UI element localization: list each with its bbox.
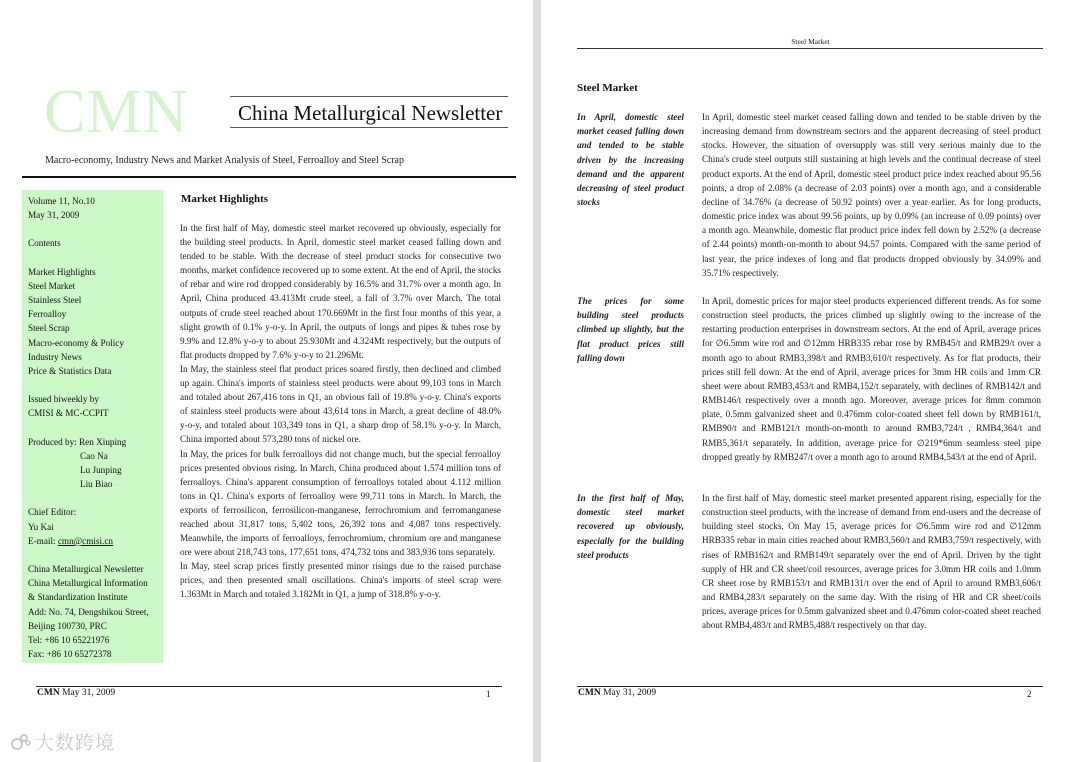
market-highlights-body xyxy=(180,221,501,602)
newsletter-title: China Metallurgical Newsletter xyxy=(238,101,503,125)
email-line xyxy=(28,534,163,548)
title-rule-top xyxy=(230,96,508,97)
footer-left xyxy=(37,688,115,698)
section-body: In April, domestic steel market ceased falling down and tended to be stable driven by the increasing demand from downstream sectors and the apparent decreasing of steel product stocks. However, the situation of oversupply was still very serious mainly due to the China's crude steel outputs still sustaining at high levels and the continual decrease of steel product exports. At the end of April, domestic steel product price index reached about 95.56 points, a drop of 2.08% (a decrease of 2.03 points) over a month ago, and a considerable decline of 34.76% (a decrease of 50.92 points) over a year earlier. As for long products, domestic price index was about 99.56 points, up by 0.09% (an increase of 0.09 points) over a month ago. Meanwhile, domestic flat product price index fell down by 2.52% (a decrease of 2.44 points) month-on-month to about 94.57 points. Compared with the same period of last year, the price indexes of long and flat products dropped obviously by 34.09% and 35.71% respectively. xyxy=(702,112,1041,278)
cmn-logo: CMN xyxy=(44,78,189,146)
sidebar-panel xyxy=(22,190,163,663)
address-line: Add: No. 74, Dengshikou Street, xyxy=(28,606,149,617)
issue-date: May 31, 2009 xyxy=(28,210,80,221)
watermark-logo-icon xyxy=(10,732,32,752)
page-2 xyxy=(541,0,1080,762)
running-head: Steel Market xyxy=(791,37,830,46)
page-1 xyxy=(0,0,533,762)
contents-label: Contents xyxy=(28,238,61,249)
produced-by: Produced by: Ren Xiuping xyxy=(28,436,127,447)
page-number: 2 xyxy=(1027,689,1032,699)
footer-left xyxy=(578,688,656,698)
toc-steel-scrap[interactable]: Steel Scrap xyxy=(28,323,70,334)
address-line: Beijing 100730, PRC xyxy=(28,620,107,631)
address-line: China Metallurgical Information xyxy=(28,578,148,589)
header-divider xyxy=(22,176,516,178)
paragraph: In May, steel scrap prices firstly presented minor risings due to the raised purchase prices, and then presented small oscillations. China's imports of steel scrap were 1.363Mt in March and totaled 3.182Mt in Q1, a jump of 318.8% y-o-y. xyxy=(180,561,501,600)
toc-steel-market[interactable]: Steel Market xyxy=(28,280,76,291)
phone-line: Tel: +86 10 65221976 xyxy=(28,635,110,646)
title-rule-bottom xyxy=(230,127,508,128)
section-body: In April, domestic prices for major steel products experienced different trends. As for some construction steel products, the prices climbed up slightly owing to the increase of the restarting production enterprises in downstream sectors. At the end of April, average prices for ∅6.5mm wire rod and ∅12mm HRB335 rebar rose by RMB45/t and RMB29/t over a month ago to about RMB3,398/t and RMB3,610/t respectively. As for flat products, their prices still fell down. At the end of April, average prices for 3mm HR coils and 1mm CR sheet were about RMB3,453/t and RMB4,152/t separately, with declines of RMB142/t and RMB146/t respectively over a month ago. Moreover, average prices for 8mm common plate, 0.5mm galvanized sheet and 0.476mm color-coated sheet fell down by RMB161/t, RMB90/t and RMB121/t month-on-month to around RMB3,724/t , RMB4,364/t and RMB5,361/t separately. In addition, average price for ∅219*6mm seamless steel pipe dropped greatly by RMB247/t over a month ago to around RMB4,543/t at the end of April. xyxy=(702,296,1041,462)
watermark xyxy=(10,728,115,755)
fax-line: Fax: +86 10 65272378 xyxy=(28,649,112,660)
paragraph: In the first half of May, domestic steel market recovered up obviously, especially for the building steel products. In April, domestic steel market ceased falling down and tended to be stable. With the decrease of steel product stocks for consecutive two months, market confidence recovered up to some extent. At the end of April, the stocks of rebar and wire rod dropped considerably by 16.5% and 31.7% over a month ago. In April, China produced 43.413Mt crude steel, a fall of 3.7% over March. The total outputs of crude steel reached about 170.669Mt in the first four months of this year, a slight growth of 0.1% y-o-y. In April, the outputs of longs and pipes & tubes rose by 9.9% and 12.8% y-o-y to about 25.930Mt and 4.324Mt respectively, but the outputs of flat products dropped by 7.6% y-o-y to 21.296Mt. xyxy=(180,223,501,360)
issued-line-2: CMISI & MC-CCPIT xyxy=(28,408,109,419)
email-label: E-mail: xyxy=(28,535,58,546)
side-note: The prices for some building steel products climbed up slightly, but the flat product prices still falling down xyxy=(577,296,684,363)
toc-ferroalloy[interactable]: Ferroalloy xyxy=(28,309,67,320)
footer-rule xyxy=(36,686,502,687)
footer-date: May 31, 2009 xyxy=(59,688,116,698)
toc-stainless-steel[interactable]: Stainless Steel xyxy=(28,295,82,306)
newsletter-subtitle: Macro-economy, Industry News and Market Analysis of Steel, Ferroalloy and Steel Scrap xyxy=(45,155,404,166)
chief-editor-label: Chief Editor: xyxy=(28,507,77,518)
footer-rule xyxy=(577,686,1043,687)
toc-macro-economy[interactable]: Macro-economy & Policy xyxy=(28,337,124,348)
running-head-rule xyxy=(577,48,1043,49)
address-line: & Standardization Institute xyxy=(28,592,128,603)
volume-label: Volume 11, No.10 xyxy=(28,196,95,206)
side-note: In the first half of May, domestic steel market recovered up obviously, especially for the building steel products xyxy=(577,493,684,560)
footer-date: May 31, 2009 xyxy=(600,688,657,698)
market-highlights-title: Market Highlights xyxy=(181,193,269,205)
address-line: China Metallurgical Newsletter xyxy=(28,564,144,575)
footer-brand: CMN xyxy=(578,688,601,698)
watermark-text: 大数跨境 xyxy=(35,732,116,754)
producer-name: Liu Biao xyxy=(80,479,113,490)
email-link[interactable]: cmn@cmisi.cn xyxy=(57,535,114,546)
steel-market-title: Steel Market xyxy=(577,82,638,94)
issued-line-1: Issued biweekly by xyxy=(28,394,99,405)
side-note: In April, domestic steel market ceased falling down and tended to be stable driven by the increasing demand and the apparent decreasing of steel product stocks xyxy=(577,112,684,208)
toc-market-highlights[interactable]: Market Highlights xyxy=(28,266,96,277)
toc-industry-news[interactable]: Industry News xyxy=(28,351,82,362)
chief-editor-name: Yu Kai xyxy=(28,521,54,532)
toc-price-statistics[interactable]: Price & Statistics Data xyxy=(28,366,112,377)
paragraph: In May, the prices for bulk ferroalloys did not change much, but the special ferroalloy prices presented obvious rising. In March, China produced about 1.574 million tons of ferroalloys. China's apparent consumption of ferroalloys totaled about 4.112 million tons in Q1. China's exports of ferroalloy were 99,711 tons in March. In March, the exports of ferrosilicon, ferrosilicon-manganese, ferrochromium and ferromanganese reached about 31,817 tons, 5,402 tons, 26,392 tons and 4,087 tons respectively. Meanwhile, the imports of ferroalloys, ferrochromium, chromium ore and manganese ore were about 218,743 tons, 177,651 tons, 474,732 tons and 383,936 tons separately. xyxy=(180,448,501,558)
producer-name: Cao Na xyxy=(80,450,108,461)
paragraph: In May, the stainless steel flat product prices soared firstly, then declined and climbed up again. China's imports of stainless steel products were about 99,103 tons in March and totaled about 267,416 tons in Q1, an obvious fall of 19.8% y-o-y. China's exports of stainless steel products were about 43,614 tons in March, a great decline of 48.0% y-o-y, and totaled about 103,349 tons in Q1, a sharp drop of 58.1% y-o-y. In March, China imported about 573,280 tons of nickel ore. xyxy=(180,363,501,445)
section-body: In the first half of May, domestic steel market presented apparent rising, especially for the construction steel products, with the increase of demand from end-users and the decrease of building steel stocks. On May 15, average prices for ∅6.5mm wire rod and ∅12mm HRB335 rebar in main cities reached about RMB3,560/t and RMB3,759/t respectively, with rises of RMB162/t and RMB149/t separately over the end of April. Driven by the tight supply of HR and CR sheet/coil resources, average prices for 3.0mm HR coils and 1.0mm CR sheet rose by RMB153/t and RMB131/t over the end of April to around RMB3,606/t and RMB4,283/t separately on the same day. With the rising of HR and CR sheet/coils prices, average prices for 0.5mm galvanized sheet and 0.476mm color-coated sheet reached about RMB4,483/t and RMB5,488/t respectively on that day. xyxy=(702,493,1041,631)
footer-brand: CMN xyxy=(37,688,60,698)
producer-name: Lu Junping xyxy=(80,465,122,476)
page-number: 1 xyxy=(486,689,491,699)
